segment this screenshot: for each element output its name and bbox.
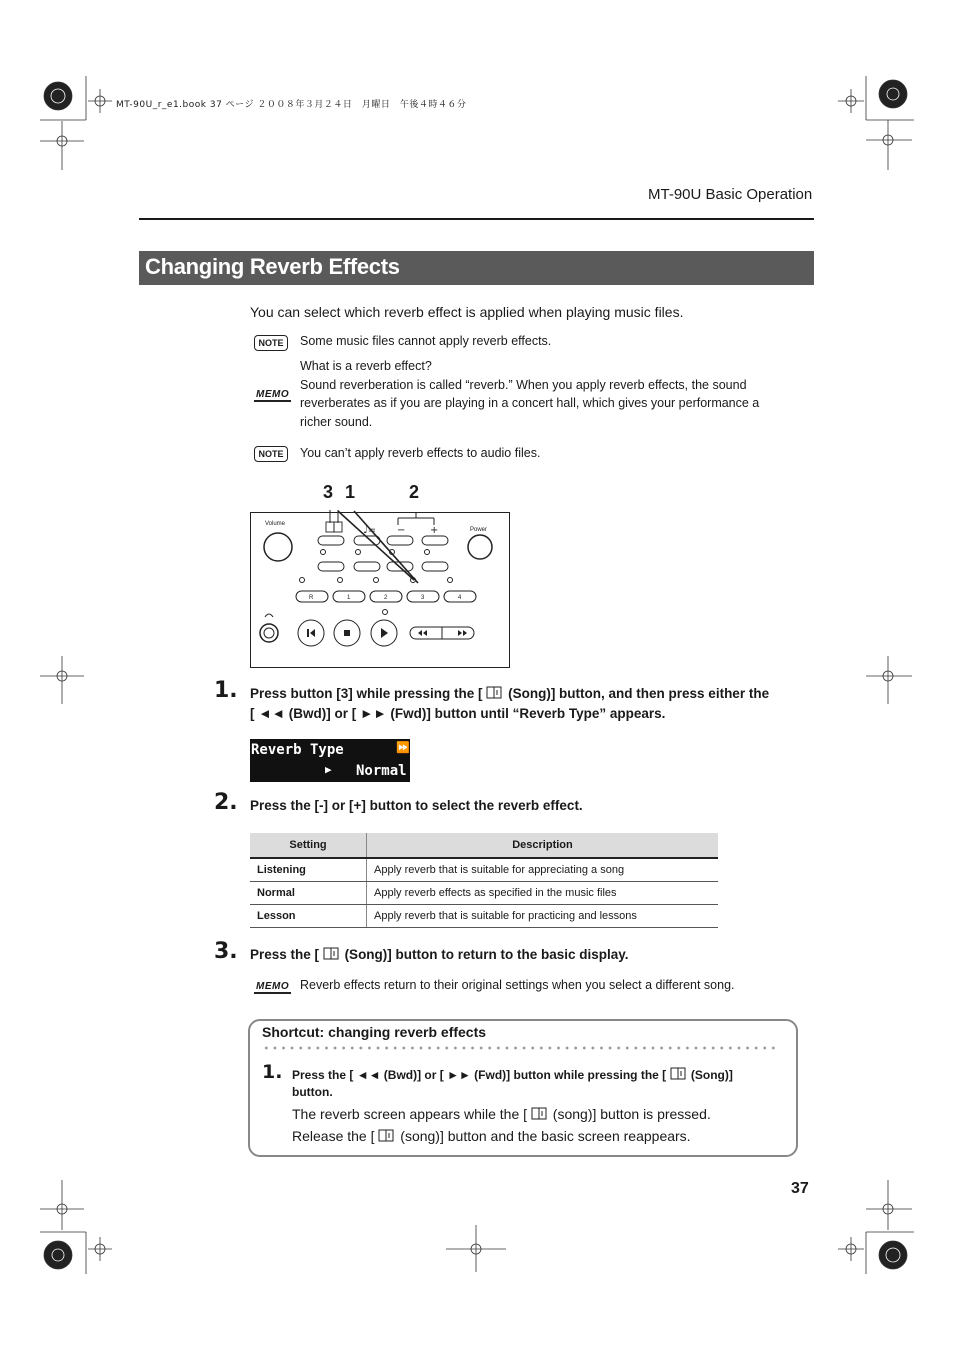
note-text: You can’t apply reverb effects to audio files. <box>300 446 541 460</box>
play-arrow-icon: ▶ <box>325 763 332 776</box>
shortcut-description: The reverb screen appears while the [ (song)] button is pressed. Release the [ (song)] button and the basic screen reappears. <box>292 1106 711 1144</box>
callout-1: 1 <box>345 482 356 502</box>
shortcut-box <box>248 1019 798 1157</box>
intro-text: You can select which reverb effect is applied when playing music files. <box>250 304 684 320</box>
memo-block <box>300 357 800 431</box>
part-button-label: 3 <box>421 595 425 601</box>
dotted-divider <box>262 1046 778 1050</box>
table-row <box>250 858 718 882</box>
part-button-label: 4 <box>458 595 462 601</box>
part-button-label: 2 <box>384 595 388 601</box>
step-number: 2. <box>214 790 238 815</box>
print-header: MT-90U_r_e1.book 37 ページ ２００８年３月２４日 月曜日 午後４時４６分 <box>116 100 467 110</box>
part-button-label: 1 <box>347 595 351 601</box>
song-icon <box>323 947 341 961</box>
table-cell-description: Apply reverb that is suitable for appreciating a song <box>367 858 719 882</box>
step-number: 1. <box>262 1061 283 1083</box>
song-icon <box>531 1107 549 1121</box>
step-3-text: Press the [ (Song)] button to return to the basic display. <box>250 947 629 962</box>
table-row <box>250 905 718 928</box>
tempo-label: ♩= <box>363 525 377 536</box>
memo-icon: MEMO <box>256 389 290 400</box>
table-cell-setting: Lesson <box>250 905 367 928</box>
memo-icon: MEMO <box>256 981 290 992</box>
memo-text: Reverb effects return to their original settings when you select a different song. <box>300 978 735 992</box>
header-rule <box>139 218 814 220</box>
note-icon: NOTE <box>254 335 288 351</box>
table-header: Setting <box>250 833 367 858</box>
device-panel-figure <box>250 505 512 670</box>
step-1-text: Press button [3] while pressing the [ (Song)] button, and then press either the [ ◄◄ (Bwd)] or [ ►► (Fwd)] button until “Reverb Type” appears. <box>250 686 770 721</box>
memo-line: richer sound. <box>300 414 373 429</box>
table-cell-setting: Listening <box>250 858 367 882</box>
note-icon: NOTE <box>254 446 288 462</box>
section-header: MT-90U Basic Operation <box>648 186 813 203</box>
step-2-text: Press the [-] or [+] button to select the reverb effect. <box>250 798 583 813</box>
song-icon <box>486 686 504 700</box>
memo-line: reverberates as if you are playing in a concert hall, which gives your performance a <box>300 396 760 410</box>
volume-label: Volume <box>265 521 286 527</box>
power-label: Power <box>470 527 488 533</box>
title-bar <box>139 251 814 285</box>
memo-line: Sound reverberation is called “reverb.” When you apply reverb effects, the sound <box>300 377 747 392</box>
shortcut-step-text: Press the [ ◄◄ (Bwd)] or [ ►► (Fwd)] button while pressing the [ (Song)] button. <box>292 1068 733 1099</box>
part-button-label: R <box>309 595 314 601</box>
note-text: Some music files cannot apply reverb effects. <box>300 334 552 348</box>
callout-2: 2 <box>409 482 420 502</box>
table-cell-description: Apply reverb effects as specified in the music files <box>367 882 719 905</box>
page-title: Changing Reverb Effects <box>145 254 400 279</box>
lcd-line-2: Normal <box>356 763 407 779</box>
fast-forward-icon: ⏩ <box>396 741 410 754</box>
song-icon <box>378 1129 396 1143</box>
song-icon <box>670 1067 688 1081</box>
lcd-line-1: Reverb Type <box>251 742 344 758</box>
shortcut-title: Shortcut: changing reverb effects <box>262 1024 487 1040</box>
page-number: 37 <box>791 1180 809 1197</box>
table-cell-setting: Normal <box>250 882 367 905</box>
minus-label: − <box>397 525 406 536</box>
table-cell-description: Apply reverb that is suitable for practicing and lessons <box>367 905 719 928</box>
table-row <box>250 882 718 905</box>
memo-title: What is a reverb effect? <box>300 359 432 373</box>
plus-label: + <box>430 525 439 536</box>
reverb-settings-table <box>250 833 718 928</box>
step-number: 3. <box>214 939 238 964</box>
step-number: 1. <box>214 678 238 703</box>
table-header-row <box>250 833 718 858</box>
lcd-display <box>250 739 410 782</box>
callout-3: 3 <box>323 482 334 502</box>
table-header: Description <box>367 833 719 858</box>
